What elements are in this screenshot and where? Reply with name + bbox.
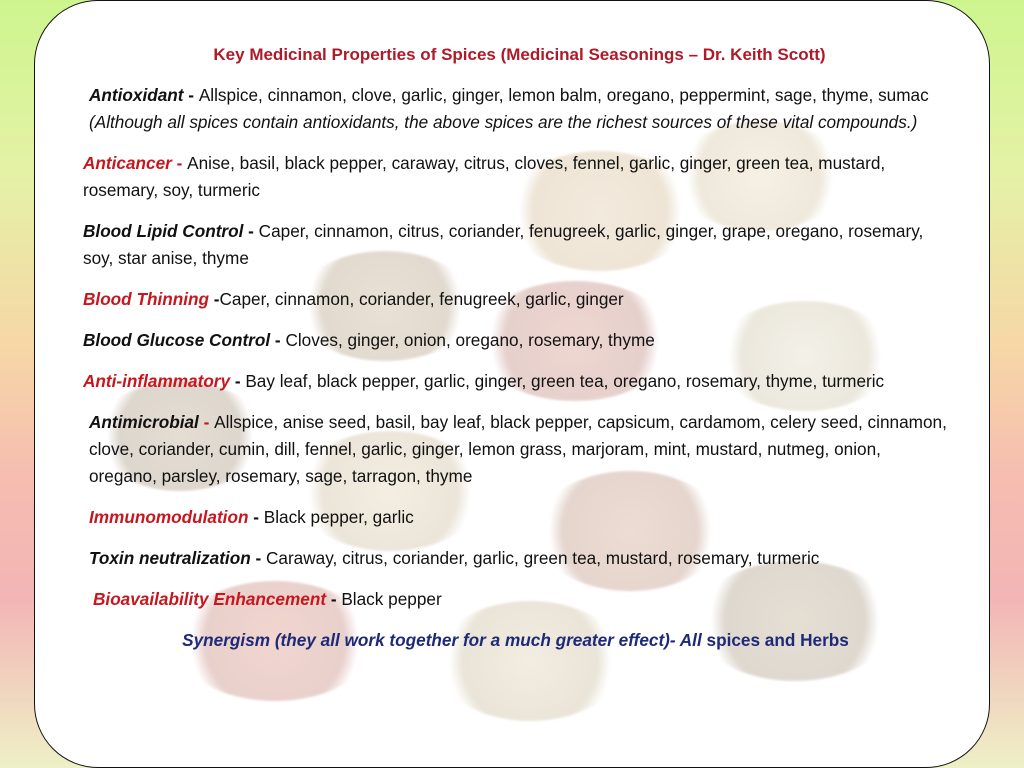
entry-separator: - [209, 289, 220, 309]
entry-blood-glucose-control [83, 327, 948, 354]
entry-term: Antimicrobial [89, 412, 199, 432]
entry-text: Caper, cinnamon, citrus, coriander, fenugreek, garlic, ginger, grape, oregano, rosemary, soy, star anise, thyme [83, 221, 924, 268]
entry-separator: - [250, 548, 266, 568]
entry-separator: - [326, 589, 342, 609]
entry-term: Blood Glucose Control [83, 330, 271, 350]
entry-term: Bioavailability Enhancement [93, 589, 327, 609]
slide-card [34, 0, 990, 768]
entry-note: (Although all spices contain antioxidants, the above spices are the richest sources of these vital compounds.) [89, 112, 918, 132]
entry-text: Anise, basil, black pepper, caraway, citrus, cloves, fennel, garlic, ginger, green tea, mustard, rosemary, soy, turmeric [83, 153, 886, 200]
entry-bioavailability-enhancement [83, 586, 948, 613]
entry-blood-lipid-control [83, 218, 948, 272]
entry-term: Anticancer [83, 153, 172, 173]
entry-term: Anti-inflammatory [83, 371, 231, 391]
entry-anti-inflammatory [83, 368, 948, 395]
synergism-italic: Synergism (they all work together for a much greater effect)- All [182, 630, 702, 650]
page-title: Key Medicinal Properties of Spices (Medicinal Seasonings – Dr. Keith Scott) [213, 45, 826, 64]
entry-term: Blood Thinning [83, 289, 210, 309]
entry-text: Black pepper, garlic [263, 507, 414, 527]
entry-text: Caraway, citrus, coriander, garlic, green tea, mustard, rosemary, turmeric [265, 548, 820, 568]
entry-term: Blood Lipid Control [83, 221, 244, 241]
entry-antioxidant [83, 82, 948, 136]
entry-text: Bay leaf, black pepper, garlic, ginger, green tea, oregano, rosemary, thyme, turmeric [245, 371, 885, 391]
synergism-rest: spices and Herbs [701, 630, 849, 650]
entry-separator: - [198, 412, 215, 432]
entry-separator: - [243, 221, 259, 241]
entry-term: Antioxidant [89, 85, 184, 105]
entry-text: Black pepper [341, 589, 442, 609]
entry-blood-thinning [83, 286, 948, 313]
entry-term: Immunomodulation [89, 507, 249, 527]
entry-antimicrobial [83, 409, 948, 490]
entry-text: Caper, cinnamon, coriander, fenugreek, garlic, ginger [219, 289, 624, 309]
entry-separator: - [248, 507, 264, 527]
entry-text: Allspice, anise seed, basil, bay leaf, black pepper, capsicum, cardamom, celery seed, cinnamon, clove, coriander, cumin, dill, fennel, garlic, ginger, lemon grass, marjoram, mint, mustard, nutmeg, onion, oregano, parsley, rosemary, sage, tarragon, thyme [89, 412, 947, 486]
slide-content [83, 41, 948, 654]
entry-immunomodulation [83, 504, 948, 531]
entry-text: Cloves, ginger, onion, oregano, rosemary, thyme [285, 330, 655, 350]
entry-term: Toxin neutralization [89, 548, 251, 568]
entry-separator: - [183, 85, 199, 105]
entry-separator: - [230, 371, 246, 391]
entry-separator: - [171, 153, 188, 173]
entry-anticancer [83, 150, 948, 204]
synergism-line [83, 627, 948, 654]
entry-toxin-neutralization [83, 545, 948, 572]
entry-text: Allspice, cinnamon, clove, garlic, ginger, lemon balm, oregano, peppermint, sage, thyme, sumac [198, 85, 929, 105]
entry-separator: - [270, 330, 286, 350]
